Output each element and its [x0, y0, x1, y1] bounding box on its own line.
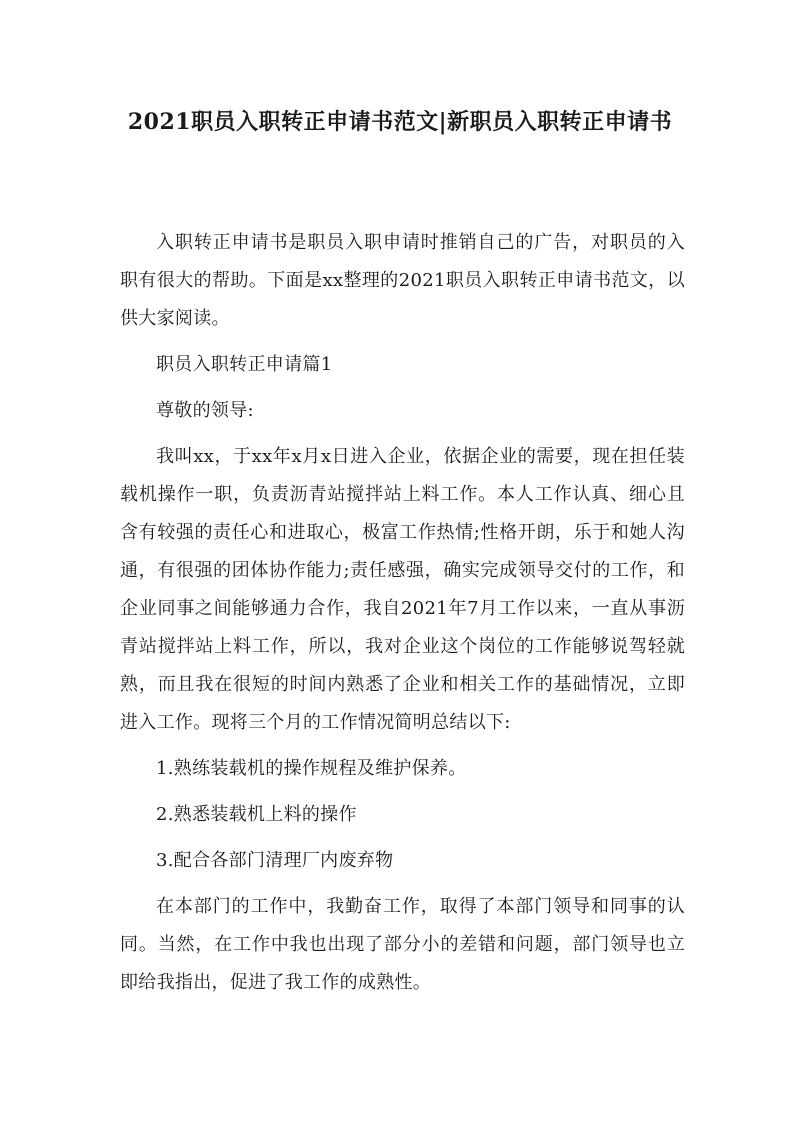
- body-paragraph: 在本部门的工作中，我勤奋工作，取得了本部门领导和同事的认同。当然，在工作中我也出现了部分小的差错和问题，部门领导也立即给我指出，促进了我工作的成熟性。: [120, 896, 685, 993]
- section-heading: 职员入职转正申请篇1: [156, 354, 333, 375]
- document-title: 2021职员入职转正申请书范文|新职员入职转正申请书: [127, 109, 673, 135]
- intro-paragraph: 入职转正申请书是职员入职申请时推销自己的广告，对职员的入职有很大的帮助。下面是xx整理的2021职员入职转正申请书范文，以供大家阅读。: [120, 232, 685, 329]
- body-paragraph: 我叫xx，于xx年x月x日进入企业，依据企业的需要，现在担任装载机操作一职，负责沥青站搅拌站上料工作。本人工作认真、细心且含有较强的责任心和进取心，极富工作热情;性格开朗，乐于和她人沟通，有很强的团体协作能力;责任感强，确实完成领导交付的工作，和企业同事之间能够通力合作，我自2021年7月工作以来，一直从事沥青站搅拌站上料工作，所以，我对企业这个岗位的工作能够说驾轻就熟，而且我在很短的时间内熟悉了企业和相关工作的基础情况，立即进入工作。现将三个月的工作情况简明总结以下:: [120, 446, 685, 733]
- document-body: [120, 224, 685, 1010]
- salutation: 尊敬的领导:: [156, 400, 254, 421]
- list-item: 3.配合各部门清理厂内废弃物: [156, 850, 394, 871]
- list-item: 2.熟悉装载机上料的操作: [156, 804, 357, 825]
- list-item: 1.熟练装载机的操作规程及维护保养。: [156, 758, 467, 779]
